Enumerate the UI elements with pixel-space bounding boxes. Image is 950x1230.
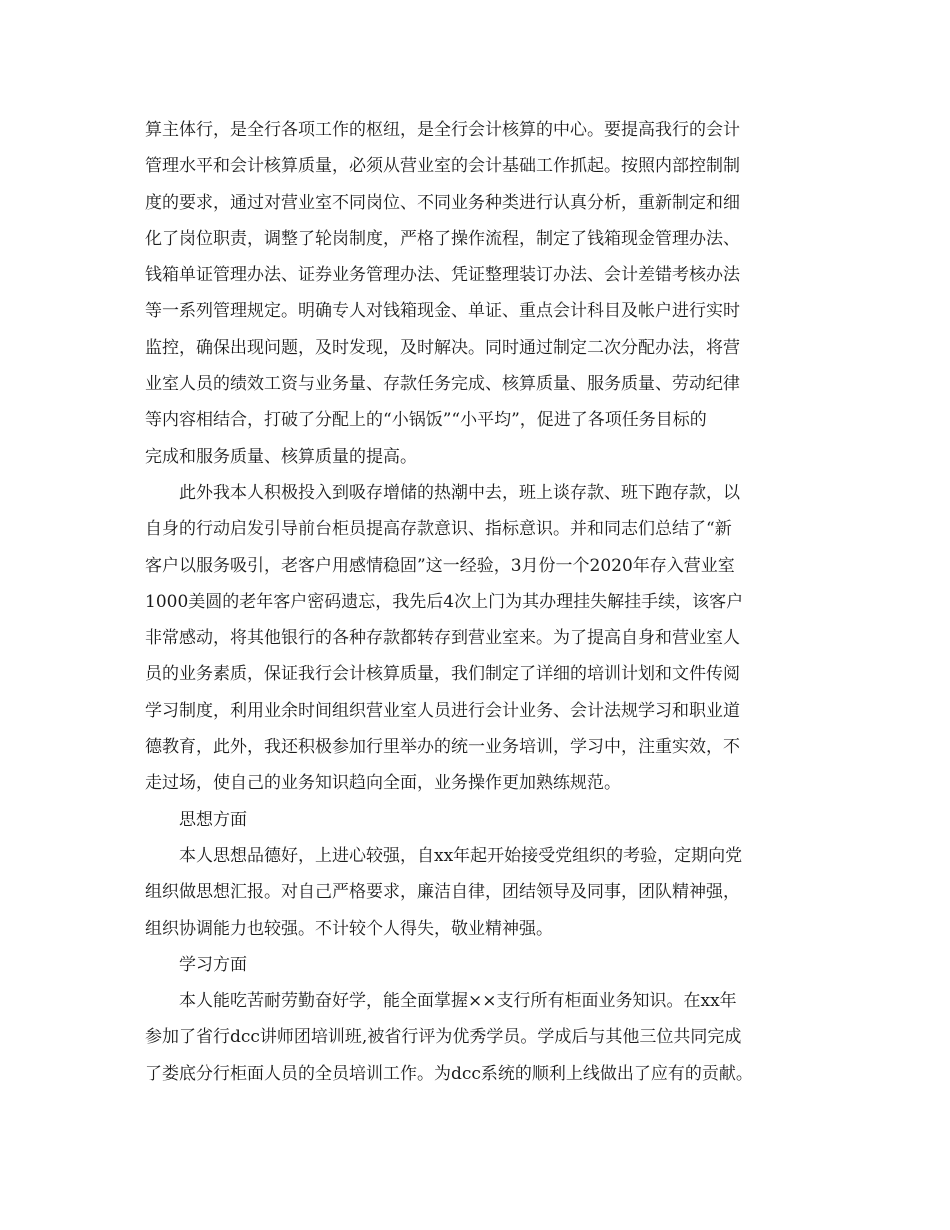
- paragraph-ideology: 本人思想品德好，上进心较强，自xx年起开始接受党组织的考验，定期向党 组织做思想汇报。对自己严格要求，廉洁自律，团结领导及同事，团队精神强， 组织协调能力也较强。不计较个人得失，敬业精神强。: [145, 845, 743, 939]
- section-heading-ideology: 思想方面: [179, 809, 247, 830]
- paragraph-study: 本人能吃苦耐劳勤奋好学，能全面掌握××支行所有柜面业务知识。在xx年 参加了省行dcc讲师团培训班,被省行评为优秀学员。学成后与其他三位共同完成 了娄底分行柜面人员的全员培训工作。为dcc系统的顺利上线做出了应有的贡献。: [145, 991, 753, 1084]
- document-body: [145, 112, 805, 1092]
- section-heading-study: 学习方面: [179, 954, 247, 975]
- paragraph-continuation: 算主体行，是全行各项工作的枢纽，是全行会计核算的中心。要提高我行的会计 管理水平和会计核算质量，必须从营业室的会计基础工作抓起。按照内部控制制 度的要求，通过对营业室不同岗位、不同业务种类进行认真分析，重新制定和细 化了岗位职责，调整了轮岗制度，严格了操作流程，制定了钱箱现金管理办法、 钱箱单证管理办法、证券业务管理办法、凭证整理装订办法、会计差错考核办法 等一系列管理规定。明确专人对钱箱现金、单证、重点会计科目及帐户进行实时 监控，确保出现问题，及时发现，及时解决。同时通过制定二次分配办法，将营 业室人员的绩效工资与业务量、存款任务完成、核算质量、服务质量、劳动纪律 等内容相结合，打破了分配上的“小锅饭”“小平均”，促进了各项任务目标的 完成和服务质量、核算质量的提高。: [145, 120, 740, 467]
- paragraph-deposit-work: 此外我本人积极投入到吸存增储的热潮中去，班上谈存款、班下跑存款，以 自身的行动启发引导前台柜员提高存款意识、指标意识。并和同志们总结了“新 客户以服务吸引，老客户用感情稳固”这一经验，3月份一个2020年存入营业室 1000美圆的老年客户密码遗忘，我先后4次上门为其办理挂失解挂手续，该客户 非常感动，将其他银行的各种存款都转存到营业室来。为了提高自身和营业室人 员的业务素质，保证我行会计核算质量，我们制定了详细的培训计划和文件传阅 学习制度，利用业余时间组织营业室人员进行会计业务、会计法规学习和职业道 德教育，此外，我还积极参加行里举办的统一业务培训，学习中，注重实效，不 走过场，使自己的业务知识趋向全面，业务操作更加熟练规范。: [145, 482, 744, 794]
